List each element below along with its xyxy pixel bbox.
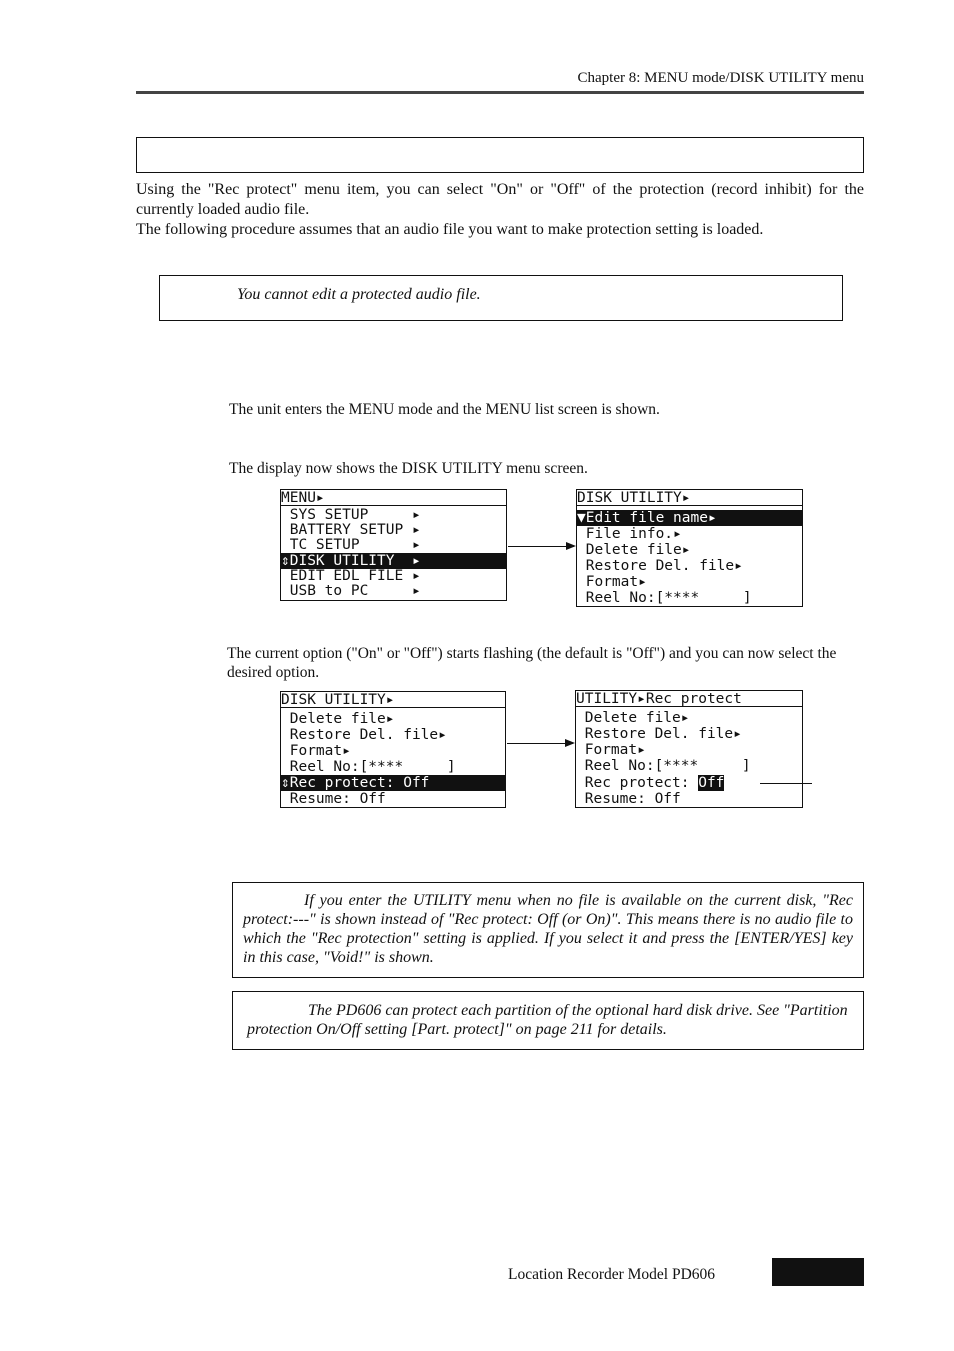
lcd-flashing-value: Off [698, 775, 725, 791]
lcd-row: EDIT EDL FILE ▸ [281, 568, 421, 584]
lcd-row: Delete file▸ [576, 710, 690, 726]
step-2-text: The display now shows the DISK UTILITY menu screen. [229, 460, 588, 477]
step-1-text: The unit enters the MENU mode and the MENU list screen is shown. [229, 401, 660, 418]
intro-paragraph-2: The following procedure assumes that an audio file you want to make protection setting is loaded. [136, 221, 764, 238]
lcd-disk-utility-rec-screen [280, 691, 506, 808]
section-title-box [136, 137, 864, 173]
lcd-row: BATTERY SETUP ▸ [281, 522, 421, 538]
lcd-rec-protect-label: Rec protect: [576, 775, 699, 791]
lcd-disk-utility-screen [576, 489, 803, 607]
arrow-line [508, 546, 574, 547]
lcd-row: USB to PC ▸ [281, 583, 421, 599]
lcd-row: Resume: Off [576, 791, 681, 807]
lcd-row: SYS SETUP ▸ [281, 507, 421, 523]
lcd-row: Reel No:[**** ] [576, 758, 751, 774]
chapter-header: Chapter 8: MENU mode/DISK UTILITY menu [577, 70, 864, 86]
lcd-title: DISK UTILITY▸ [281, 692, 505, 708]
note-box-1 [159, 275, 843, 321]
lcd-row: Reel No:[**** ] [281, 759, 456, 775]
note-text-2: If you enter the UTILITY menu when no file is available on the current disk, "Rec protect:---" is shown instead of "Rec protect: Off (or On)". This means there is no audio file to which the "Rec protection" setting is applied. If you select it and press the [ENTER/YES] key in this case, "Void!" is shown. [243, 892, 853, 966]
callout-line [760, 783, 812, 784]
arrow-line [507, 743, 573, 744]
header-rule [136, 91, 864, 94]
lcd-row: Format▸ [281, 743, 351, 759]
note-text-3: The PD606 can protect each partition of the optional hard disk drive. See "Partition protection On/Off setting [Part. protect]" on page 211 for details. [247, 1002, 848, 1038]
lcd-row: Restore Del. file▸ [576, 726, 742, 742]
note-text-1: You cannot edit a protected audio file. [237, 286, 481, 303]
lcd-row-selected: ⇕DISK UTILITY ▸ [281, 553, 506, 569]
lcd-row: Reel No:[**** ] [577, 590, 752, 606]
lcd-row: TC SETUP ▸ [281, 537, 421, 553]
lcd-row: File info.▸ [577, 526, 682, 542]
lcd-row: Resume: Off [281, 791, 386, 807]
lcd-row: Delete file▸ [281, 711, 395, 727]
lcd-row: Restore Del. file▸ [281, 727, 447, 743]
lcd-row: Delete file▸ [577, 542, 691, 558]
lcd-row-selected: ⇕Rec protect: Off [281, 775, 505, 791]
note-box-3 [232, 991, 864, 1050]
lcd-title: DISK UTILITY▸ [577, 490, 802, 506]
note-box-2 [232, 882, 864, 978]
intro-paragraph-1: Using the "Rec protect" menu item, you can select "On" or "Off" of the protection (record inhibit) for the currently loaded audio file. [136, 181, 864, 218]
lcd-rec-protect-screen [575, 690, 803, 808]
step-3-text: The current option ("On" or "Off") starts flashing (the default is "Off") and you can now select the desired option. [227, 645, 837, 681]
lcd-title: MENU▸ [281, 490, 506, 506]
arrow-head-icon [565, 739, 575, 747]
lcd-menu-screen [280, 489, 507, 601]
lcd-row: Format▸ [576, 742, 646, 758]
footer-model: Location Recorder Model PD606 [508, 1266, 716, 1283]
arrow-head-icon [566, 542, 576, 550]
lcd-row: Restore Del. file▸ [577, 558, 743, 574]
page-number-block [772, 1258, 864, 1286]
lcd-title: UTILITY▸Rec protect [576, 691, 802, 707]
lcd-row: Format▸ [577, 574, 647, 590]
lcd-row-selected: ▼Edit file name▸ [577, 510, 802, 526]
